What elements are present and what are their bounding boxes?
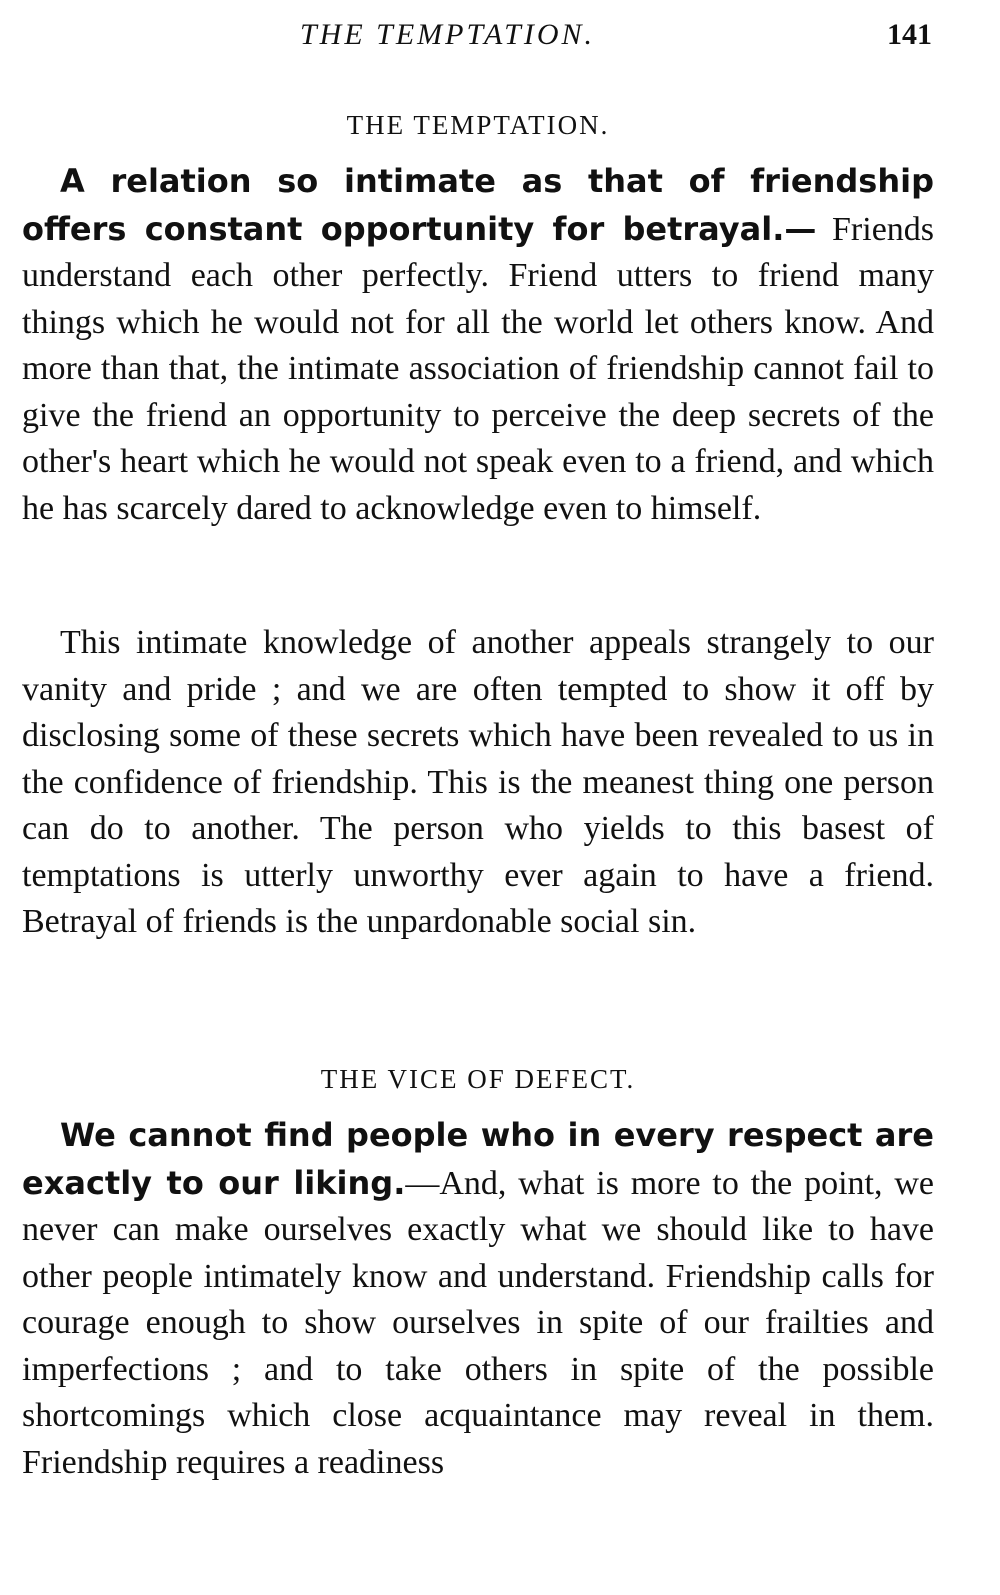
paragraph-body: Friends understand each other perfectly. Friend utters to friend many things which he would not for all the world let others know. And more than that, the intimate association of friendship cannot fail to give the friend an opportunity to perceive the deep secrets of the other's heart which he would not speak even to a friend, and which he has scarcely dared to acknowledge even to himself. — [22, 210, 935, 527]
paragraph-temptation-lead — [22, 158, 934, 532]
page-number: 141 — [887, 18, 932, 51]
paragraph-betrayal: This intimate knowledge of another appeals strangely to our vanity and pride ; and we are often tempted to show it off by disclosing some of these secrets which have been revealed to us in the confidence of friendship. This is the meanest thing one person can do to another. The person who yields to this basest of temptations is utterly unworthy ever again to have a friend. Betrayal of friends is the unpardonable social sin. — [22, 624, 934, 940]
lead-sentence: We cannot find people who in every respect are exactly to our liking. — [22, 1116, 934, 1202]
paragraph-vice-lead — [22, 1112, 934, 1486]
running-head — [22, 18, 934, 58]
section-heading-temptation: THE TEMPTATION. — [346, 110, 610, 140]
paragraph-body: —And, what is more to the point, we never can make ourselves exactly what we should like to have other people intimately know and understand. Friendship calls for courage enough to show ourselves in spite of our frailties and imperfections ; and to take others in spite of the possible shortcomings which close acquaintance may reveal in them. Friendship requires a readiness — [22, 1164, 935, 1481]
section-heading-vice-of-defect: THE VICE OF DEFECT. — [320, 1064, 636, 1094]
running-title: THE TEMPTATION. — [300, 18, 596, 51]
lead-sentence: A relation so intimate as that of friendship offers constant opportunity for betrayal.— — [22, 162, 934, 248]
